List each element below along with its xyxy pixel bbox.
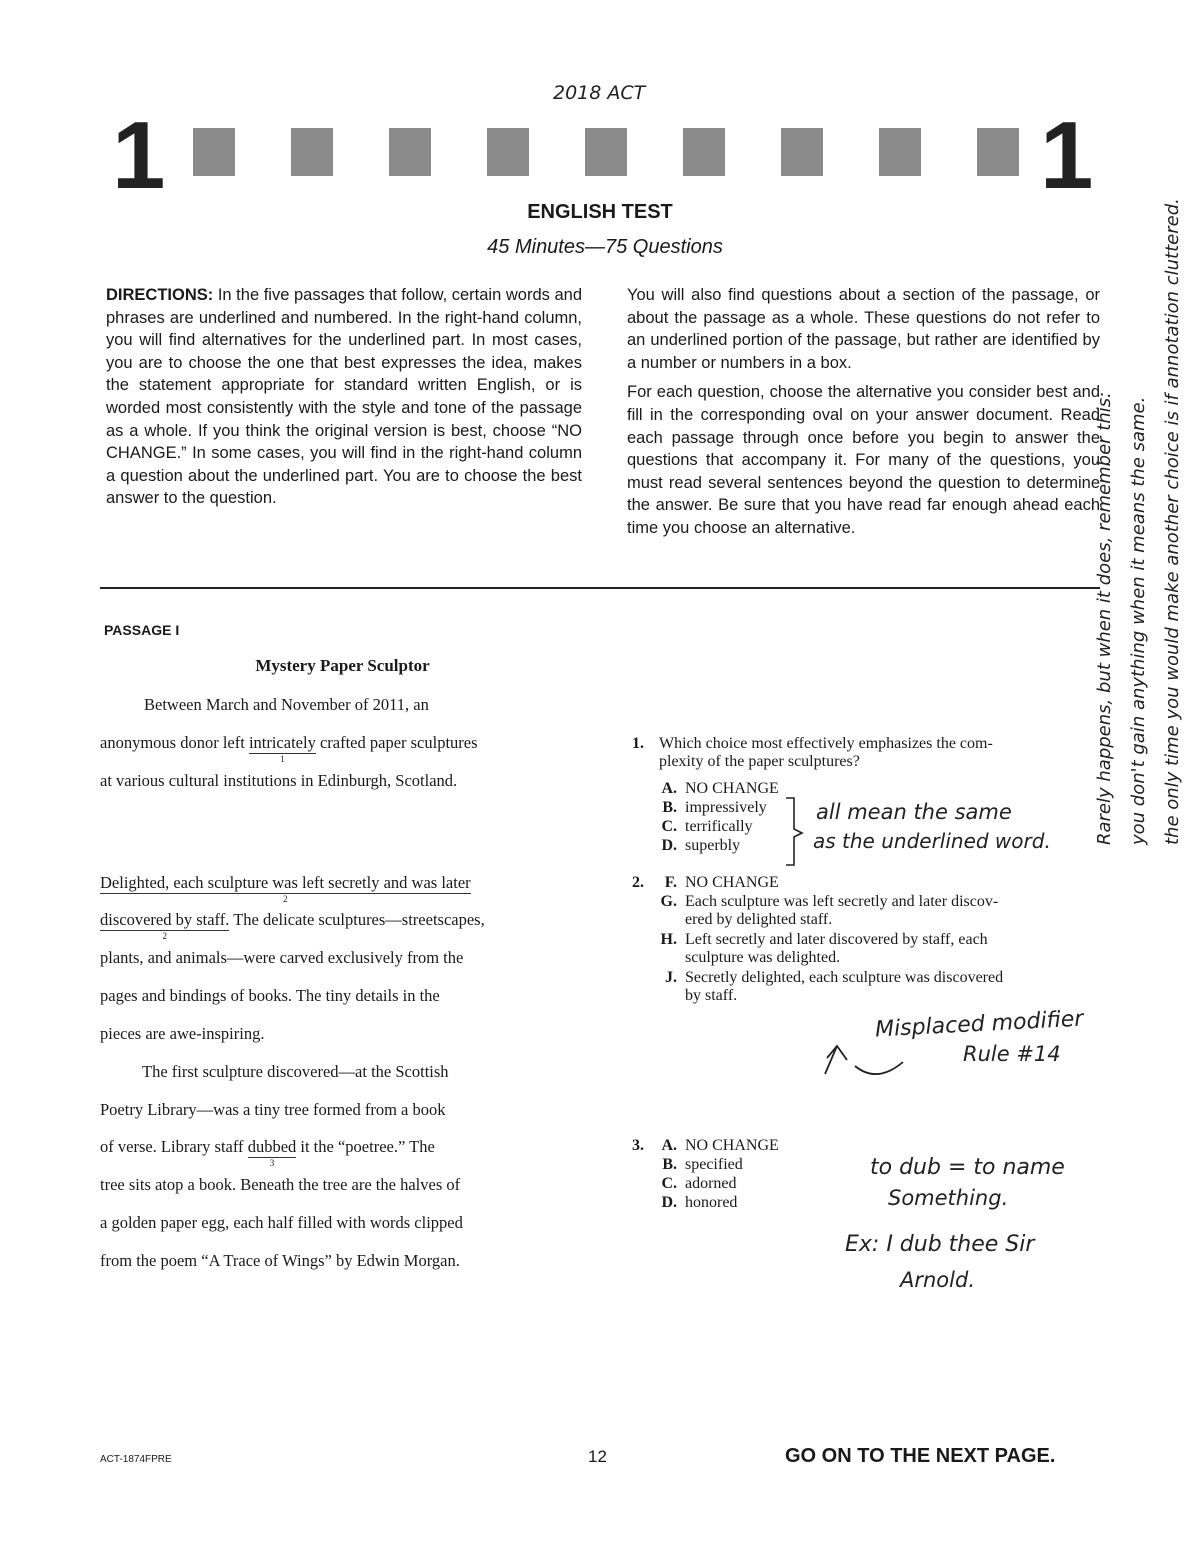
next-page-notice: GO ON TO THE NEXT PAGE. bbox=[785, 1445, 1056, 1467]
option-letter: C. bbox=[661, 1175, 677, 1192]
option-text: adorned bbox=[685, 1175, 737, 1192]
passage-line: Poetry Library—was a tiny tree formed from a book bbox=[100, 1100, 446, 1119]
passage-line: Between March and November of 2011, an bbox=[144, 695, 429, 714]
test-subtitle: 45 Minutes—75 Questions bbox=[487, 236, 723, 258]
annotation-q1-line2: as the underlined word. bbox=[813, 829, 1051, 853]
passage-line: pieces are awe-inspiring. bbox=[100, 1024, 265, 1043]
option-letter: F. bbox=[664, 874, 677, 891]
header-square bbox=[193, 128, 235, 176]
header-square bbox=[487, 128, 529, 176]
question-stem-line: plexity of the paper sculptures? bbox=[659, 753, 860, 770]
answer-option[interactable] bbox=[651, 874, 779, 892]
margin-annotation bbox=[1088, 25, 1190, 845]
annotation-q3-line4: Arnold. bbox=[900, 1268, 975, 1292]
question-stem-line: Which choice most effectively emphasizes the com- bbox=[659, 735, 993, 752]
option-text: terrifically bbox=[685, 818, 753, 835]
answer-option[interactable] bbox=[651, 893, 998, 911]
question-number: 3. bbox=[632, 1137, 644, 1154]
section-divider bbox=[100, 587, 1100, 589]
underlined-text: Delighted, each sculpture was left secretly and was later bbox=[100, 873, 471, 892]
bracket-annotation bbox=[780, 795, 810, 870]
option-letter: H. bbox=[660, 931, 677, 948]
answer-option-continued: ered by delighted staff. bbox=[685, 911, 833, 928]
margin-annotation-line: you don't gain anything when it means the same. bbox=[1128, 396, 1149, 845]
header-square bbox=[683, 128, 725, 176]
underline-3 bbox=[247, 1137, 297, 1168]
annotation-q2-line2: Rule #14 bbox=[963, 1042, 1061, 1066]
option-text: specified bbox=[685, 1156, 743, 1173]
annotation-q2-line1: Misplaced modifier bbox=[874, 1006, 1084, 1043]
answer-option-continued: sculpture was delighted. bbox=[685, 949, 841, 966]
option-text: NO CHANGE bbox=[685, 874, 779, 891]
passage-text: anonymous donor left bbox=[100, 733, 249, 752]
directions-right-p2: For each question, choose the alternative you consider best and fill in the corresponding oval on your answer document. Read each passage through once before you begin to answer the questions that accompany it. For many of the questions, you must read several sentences beyond the question to determine the answer. Be sure that you have read far enough ahead each time you choose an alternative. bbox=[627, 383, 1100, 537]
answer-option[interactable] bbox=[651, 931, 988, 949]
answer-option[interactable] bbox=[651, 799, 767, 817]
underline-number: 2 bbox=[162, 930, 167, 941]
passage-text: it the “poetree.” The bbox=[296, 1137, 435, 1156]
option-text: superbly bbox=[685, 837, 741, 854]
passage-text: of verse. Library staff bbox=[100, 1137, 248, 1156]
directions-right-p1: You will also find questions about a section of the passage, or about the passage as a whole. These questions do not refer to an underlined portion of the passage, but rather are identified by a number or numbers in a box. bbox=[627, 286, 1100, 372]
header-square bbox=[291, 128, 333, 176]
directions-left-text: In the five passages that follow, certain words and phrases are underlined and numbered. In the right-hand column, you will find alternatives for the underlined part. In most cases, you are to choose the one that best expresses the idea, makes the statement appropriate for standard written English, or is worded most consistently with the style and tone of the passage as a whole. If you think the original version is best, choose “NO CHANGE.” In some cases, you will find in the right-hand column a question about the underlined part. You are to choose the best answer to the question. bbox=[106, 286, 582, 508]
underline-2b bbox=[100, 910, 230, 941]
annotation-q1-line1: all mean the same bbox=[816, 800, 1012, 824]
arrow-annotation bbox=[815, 1040, 915, 1085]
header-square bbox=[585, 128, 627, 176]
passage-text: crafted paper sculptures bbox=[315, 733, 478, 752]
underline-number: 2 bbox=[283, 893, 288, 904]
underline-number: 3 bbox=[269, 1157, 275, 1168]
directions-label: DIRECTIONS: bbox=[106, 286, 214, 304]
underlined-text: dubbed bbox=[247, 1137, 297, 1156]
option-text: impressively bbox=[685, 799, 767, 816]
answer-option[interactable] bbox=[651, 1156, 743, 1174]
header-square bbox=[977, 128, 1019, 176]
passage-line: pages and bindings of books. The tiny details in the bbox=[100, 986, 440, 1005]
option-letter: D. bbox=[661, 837, 677, 854]
answer-option[interactable] bbox=[651, 818, 753, 836]
annotation-q3-line3: Ex: I dub thee Sir bbox=[845, 1232, 1035, 1257]
question-stem-1 bbox=[659, 735, 993, 771]
option-letter: J. bbox=[665, 969, 677, 986]
passage-line: at various cultural institutions in Edinburgh, Scotland. bbox=[100, 771, 458, 790]
option-text: Each sculpture was left secretly and later discov- bbox=[685, 893, 999, 910]
option-text: honored bbox=[685, 1194, 738, 1211]
option-letter: B. bbox=[662, 1156, 677, 1173]
answer-option[interactable] bbox=[651, 837, 740, 855]
option-letter: B. bbox=[662, 799, 677, 816]
underline-2 bbox=[100, 873, 471, 904]
option-text: Left secretly and later discovered by staff, each bbox=[685, 931, 988, 948]
directions-left bbox=[106, 284, 582, 517]
passage-title: Mystery Paper Sculptor bbox=[255, 656, 430, 675]
passage-line bbox=[100, 733, 478, 764]
option-letter: A. bbox=[661, 1137, 677, 1154]
option-text: Secretly delighted, each sculpture was discovered bbox=[685, 969, 1004, 986]
margin-annotation-line: Rarely happens, but when it does, remember this: bbox=[1094, 391, 1115, 845]
underline-number: 1 bbox=[280, 753, 285, 764]
passage-label: PASSAGE I bbox=[104, 622, 180, 638]
passage-line: plants, and animals—were carved exclusively from the bbox=[100, 948, 464, 967]
passage-line bbox=[100, 1137, 435, 1168]
passage-text: The delicate sculptures—streetscapes, bbox=[229, 910, 485, 929]
section-number-right: 1 bbox=[1040, 102, 1094, 209]
answer-option[interactable] bbox=[651, 780, 779, 798]
passage-line: The first sculpture discovered—at the Scottish bbox=[142, 1062, 449, 1081]
underlined-text: discovered by staff. bbox=[100, 910, 230, 929]
passage-line: a golden paper egg, each half filled with words clipped bbox=[100, 1213, 463, 1232]
answer-option[interactable] bbox=[651, 1194, 737, 1212]
option-letter: G. bbox=[660, 893, 677, 910]
annotation-q3-line1: to dub = to name bbox=[870, 1155, 1065, 1180]
header-square bbox=[389, 128, 431, 176]
answer-option-continued: by staff. bbox=[685, 987, 738, 1004]
page-number: 12 bbox=[588, 1447, 607, 1466]
test-title: ENGLISH TEST bbox=[527, 201, 673, 223]
option-letter: D. bbox=[661, 1194, 677, 1211]
question-number: 1. bbox=[632, 735, 644, 752]
section-number-left: 1 bbox=[112, 102, 166, 209]
margin-annotation-line: the only time you would make another choice is if annotation cluttered. bbox=[1162, 198, 1183, 845]
header-square bbox=[781, 128, 823, 176]
header-square bbox=[879, 128, 921, 176]
question-number: 2. bbox=[632, 874, 644, 891]
passage-line bbox=[100, 910, 485, 941]
answer-option[interactable] bbox=[651, 1137, 779, 1155]
answer-option[interactable] bbox=[651, 1175, 737, 1193]
passage-line: from the poem “A Trace of Wings” by Edwin Morgan. bbox=[100, 1251, 460, 1270]
option-text: NO CHANGE bbox=[685, 1137, 779, 1154]
underlined-text: intricately bbox=[248, 733, 316, 752]
passage-line: tree sits atop a book. Beneath the tree are the halves of bbox=[100, 1175, 461, 1194]
annotation-q3-line2: Something. bbox=[888, 1186, 1009, 1210]
underline-1 bbox=[248, 733, 316, 764]
form-id: ACT-1874FPRE bbox=[100, 1454, 172, 1465]
directions-right bbox=[627, 284, 1100, 547]
option-letter: C. bbox=[661, 818, 677, 835]
answer-option[interactable] bbox=[651, 969, 1003, 987]
passage-line bbox=[100, 873, 471, 904]
option-text: NO CHANGE bbox=[685, 780, 779, 797]
handwritten-year: 2018 ACT bbox=[553, 82, 646, 104]
option-letter: A. bbox=[661, 780, 677, 797]
